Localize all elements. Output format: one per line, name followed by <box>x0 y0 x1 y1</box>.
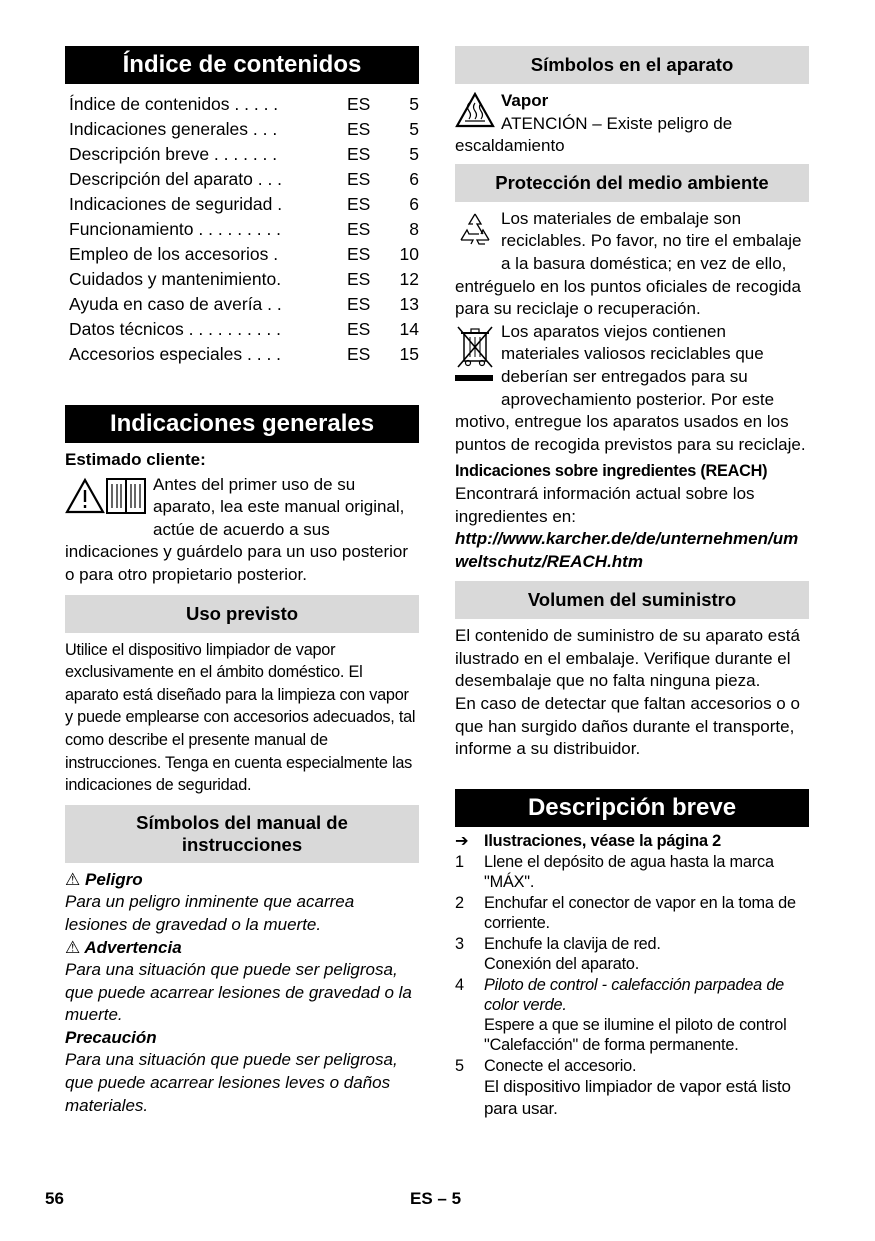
toc-row[interactable]: Empleo de los accesorios . ES 10 <box>69 244 419 264</box>
warning-manual-icon <box>65 476 147 521</box>
list-item: 4 Piloto de control - calefacción parpadea de color verde. Espere a que se ilumine el piloto de control "Calefacción" de forma permanente. <box>455 975 787 1054</box>
environment-heading: Protección del medio ambiente <box>455 164 809 202</box>
recycling-icon <box>455 210 495 255</box>
illustrations-ref: ➔ Ilustraciones, véase la página 2 <box>455 831 722 850</box>
packaging-text: Los materiales de embalaje son reciclables. Po favor, no tire el embalaje a la basura doméstica; en vez de ello, entréguelo en los puntos oficiales de recogida para su reciclaje o recuperación. <box>455 208 802 319</box>
caution-text: Para una situación que puede ser peligrosa, que puede acarrear lesiones leves o daños materiales. <box>65 1050 398 1115</box>
general-heading: Indicaciones generales <box>65 405 419 443</box>
hot-steam-warning-icon <box>455 92 495 133</box>
reach-text: Encontrará información actual sobre los ingredientes en: <box>455 483 755 526</box>
toc-row[interactable]: Indicaciones de seguridad . ES 6 <box>69 194 419 214</box>
delivery-heading: Volumen del suministro <box>455 581 809 619</box>
toc-row[interactable]: Ayuda en caso de avería . . ES 13 <box>69 294 419 314</box>
list-item: 1 Llene el depósito de agua hasta la marca "MÁX". <box>455 852 774 891</box>
warning-label: ⚠ Advertencia <box>65 937 182 957</box>
reach-title: Indicaciones sobre ingredientes (REACH) <box>455 462 768 481</box>
vapor-label: Vapor <box>501 91 549 110</box>
list-item: 2 Enchufar el conector de vapor en la toma de corriente. <box>455 893 796 932</box>
warning-triangle-icon: ⚠ <box>65 937 81 957</box>
device-symbols-heading: Símbolos en el aparato <box>455 46 809 84</box>
manual-symbols-heading: Símbolos del manual de instrucciones <box>65 805 419 863</box>
caution-label: Precaución <box>65 1027 157 1047</box>
general-text: Antes del primer uso de su aparato, lea este manual original, actúe de acuerdo a sus indicaciones y guárdelo para un uso posterior o para otro propietario posterior. <box>65 474 409 584</box>
greeting: Estimado cliente: <box>65 450 206 469</box>
toc-row[interactable]: Descripción del aparato . . . ES 6 <box>69 169 419 189</box>
crossed-bin-icon <box>455 323 495 394</box>
list-item: 5 Conecte el accesorio. El dispositivo limpiador de vapor está listo para usar. <box>455 1056 791 1119</box>
toc-row[interactable]: Funcionamiento . . . . . . . . . ES 8 <box>69 219 419 239</box>
toc-row[interactable]: Datos técnicos . . . . . . . . . . ES 14 <box>69 319 419 339</box>
page-number: 56 <box>45 1189 64 1208</box>
old-devices-block <box>455 321 809 457</box>
old-devices-text: Los aparatos viejos contienen materiales valiosos reciclables que deberían ser entregados para su aprovechamiento posterior. Por este motivo, entregue los aparatos usados en los puntos de recogida previstos para su reciclaje. <box>455 321 806 454</box>
intended-use-heading: Uso previsto <box>65 595 419 633</box>
toc-row[interactable]: Indicaciones generales . . . ES 5 <box>69 119 419 139</box>
danger-text: Para un peligro inminente que acarrea lesiones de gravedad o la muerte. <box>65 892 355 934</box>
reach-link[interactable]: http://www.karcher.de/de/unternehmen/umweltschutz/REACH.htm <box>455 529 799 571</box>
list-item: 3 Enchufe la clavija de red. Conexión del aparato. <box>455 934 661 973</box>
delivery-text-1: El contenido de suministro de su aparato está ilustrado en el embalaje. Verifique durante el desembalaje que no falta ninguna pieza. <box>455 626 800 691</box>
right-column <box>455 46 809 1122</box>
short-description-heading: Descripción breve <box>455 789 809 827</box>
warning-text: Para una situación que puede ser peligrosa, que puede acarrear lesiones de gravedad o la muerte. <box>65 960 412 1025</box>
vapor-block <box>455 90 809 158</box>
warning-triangle-icon: ⚠ <box>65 869 81 889</box>
toc-row[interactable]: Descripción breve . . . . . . . ES 5 <box>69 144 419 164</box>
toc-row[interactable]: Accesorios especiales . . . . ES 15 <box>69 344 419 364</box>
left-column <box>65 46 419 1117</box>
packaging-block <box>455 208 809 321</box>
toc-list <box>65 92 419 367</box>
toc-row[interactable]: Cuidados y mantenimiento. ES 12 <box>69 269 419 289</box>
toc-row[interactable]: Índice de contenidos . . . . . ES 5 <box>69 94 419 114</box>
vapor-text: ATENCIÓN – Existe peligro de escaldamiento <box>455 113 733 156</box>
danger-label: ⚠ Peligro <box>65 869 143 889</box>
intended-use-text: Utilice el dispositivo limpiador de vapor exclusivamente en el ámbito doméstico. El aparato está diseñado para la limpieza con vapor y puede emplearse con accesorios adecuados, tal como describe el presente manual de instrucciones. Tenga en cuenta especialmente las indicaciones de seguridad. <box>65 640 416 795</box>
toc-heading: Índice de contenidos <box>65 46 419 84</box>
delivery-text-2: En caso de detectar que faltan accesorios o o que han surgido daños durante el transporte, informe a su distribuidor. <box>455 694 800 759</box>
general-block <box>65 474 419 587</box>
footer-lang-page: ES – 5 <box>410 1189 462 1208</box>
arrow-right-icon: ➔ <box>455 831 469 850</box>
